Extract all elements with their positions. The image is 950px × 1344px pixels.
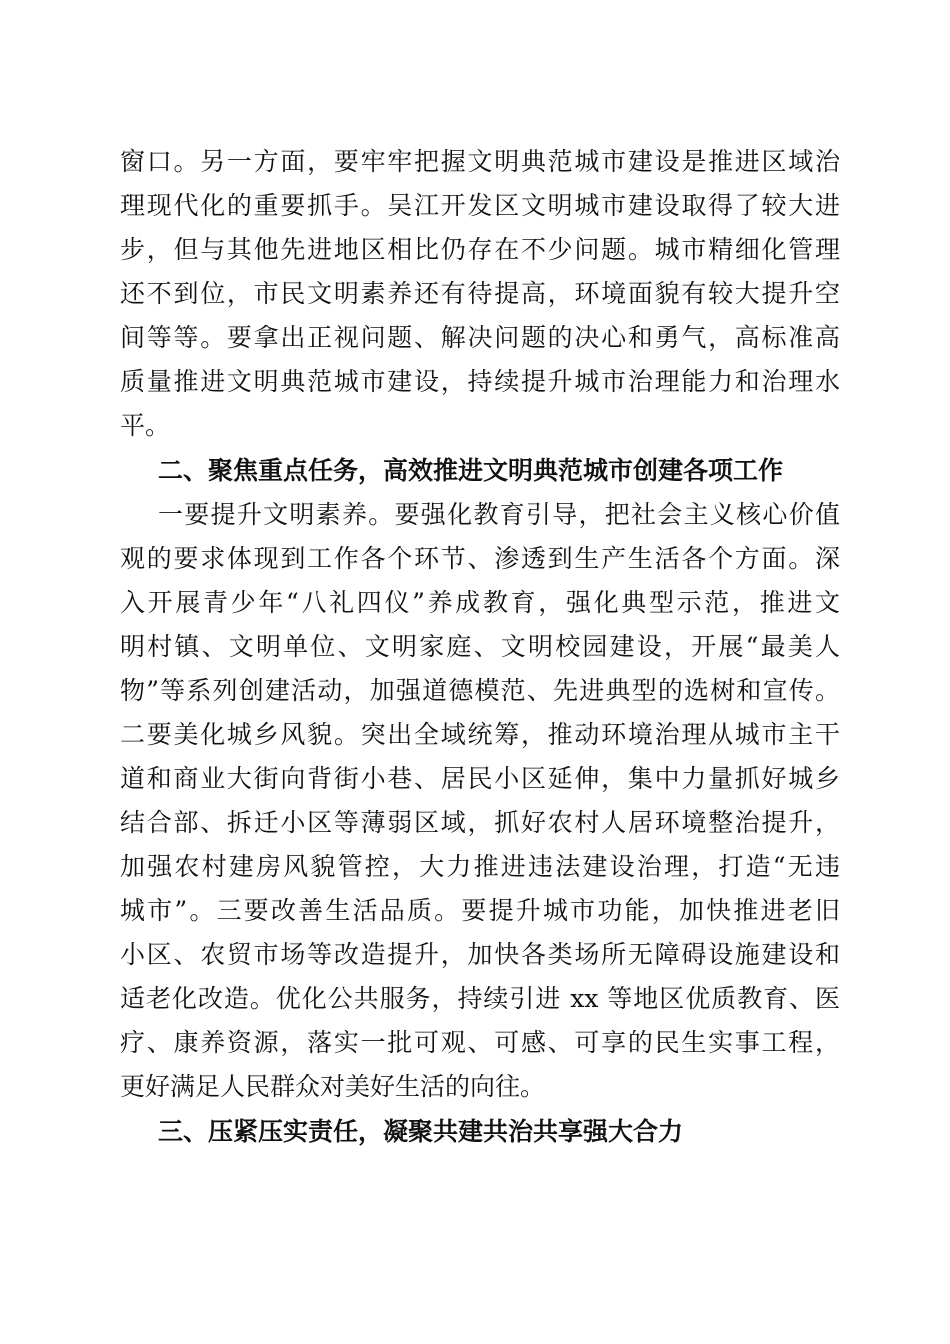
paragraph-line: 间等等。要拿出正视问题、解决问题的决心和勇气，高标准高 [120,323,840,352]
section-heading-2: 二、聚焦重点任务，高效推进文明典范城市创建各项工作 [158,456,784,485]
paragraph-line: 二要美化城乡风貌。突出全域统筹，推动环境治理从城市主干 [120,720,840,749]
paragraph-line: 物”等系列创建活动，加强道德模范、先进典型的选树和宣传。 [120,676,840,705]
paragraph-line: 观的要求体现到工作各个环节、渗透到生产生活各个方面。深 [120,544,840,573]
paragraph-line: 道和商业大街向背街小巷、居民小区延伸，集中力量抓好城乡 [120,764,840,793]
paragraph-line: 还不到位，市民文明素养还有待提高，环境面貌有较大提升空 [120,279,840,308]
paragraph-line: 明村镇、文明单位、文明家庭、文明校园建设，开展“最美人 [120,632,840,661]
paragraph-line: 窗口。另一方面，要牢牢把握文明典范城市建设是推进区域治 [120,147,840,176]
paragraph-line: 理现代化的重要抓手。吴江开发区文明城市建设取得了较大进 [120,191,840,220]
paragraph-line: 入开展青少年“八礼四仪”养成教育，强化典型示范，推进文 [120,588,840,617]
section-heading-3: 三、压紧压实责任，凝聚共建共治共享强大合力 [158,1117,684,1146]
paragraph-line: 小区、农贸市场等改造提升，加快各类场所无障碍设施建设和 [120,940,840,969]
paragraph-line: 更好满足人民群众对美好生活的向往。 [120,1072,546,1101]
paragraph-line: 加强农村建房风貌管控，大力推进违法建设治理，打造“无违 [120,852,840,881]
paragraph-line: 适老化改造。优化公共服务，持续引进 xx 等地区优质教育、医 [120,984,840,1013]
paragraph-line: 步，但与其他先进地区相比仍存在不少问题。城市精细化管理 [120,235,840,264]
paragraph-line: 结合部、拆迁小区等薄弱区域，抓好农村人居环境整治提升， [120,808,840,837]
paragraph-line: 质量推进文明典范城市建设，持续提升城市治理能力和治理水 [120,367,840,396]
paragraph-line: 平。 [120,411,171,440]
paragraph-line: 疗、康养资源，落实一批可观、可感、可享的民生实事工程， [120,1028,840,1057]
paragraph-line: 一要提升文明素养。要强化教育引导，把社会主义核心价值 [158,500,840,529]
paragraph-line: 城市”。三要改善生活品质。要提升城市功能，加快推进老旧 [120,896,840,925]
